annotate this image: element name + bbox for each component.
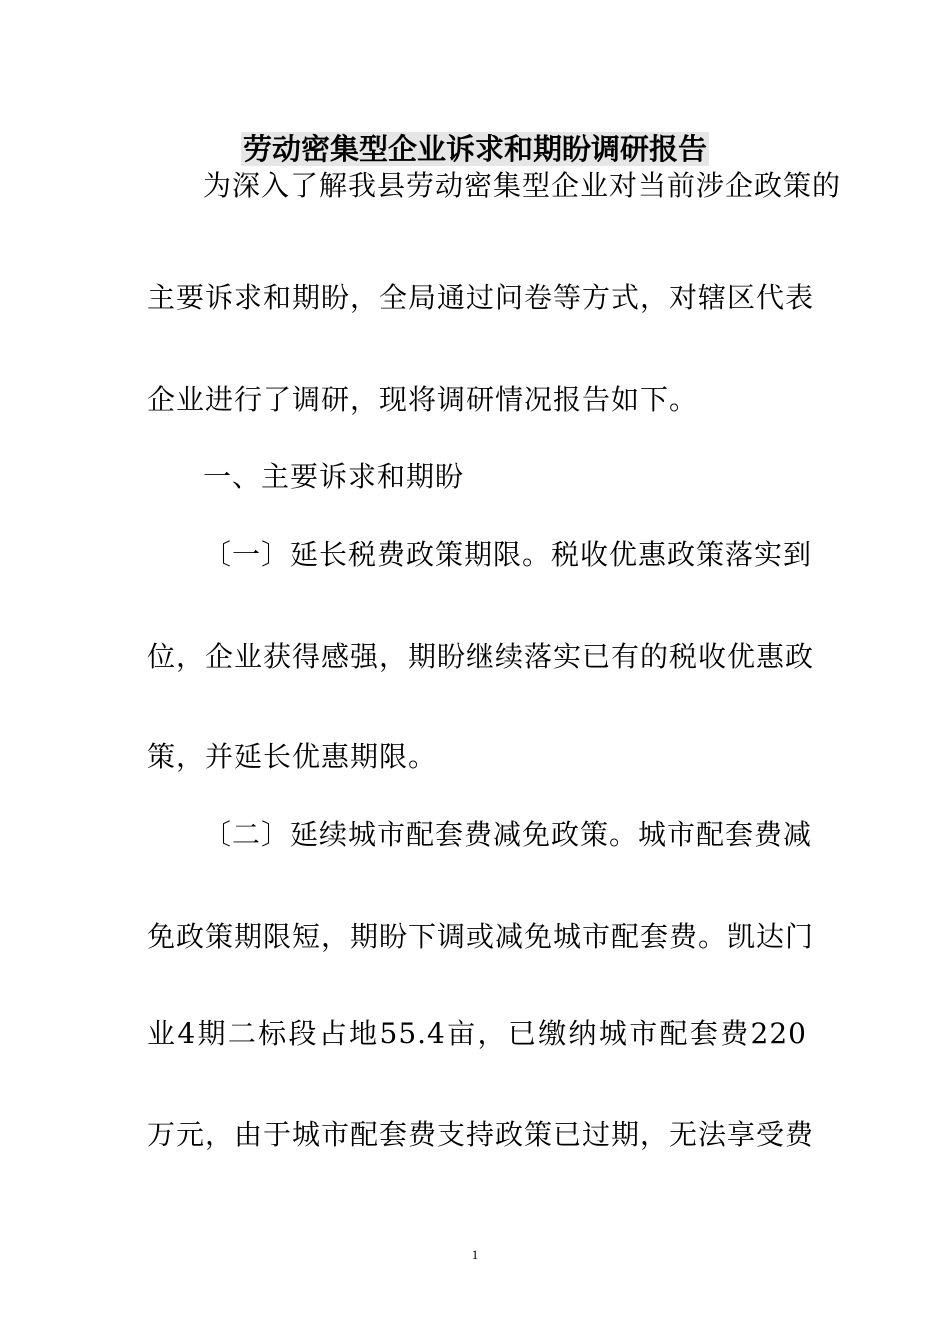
section-heading-1: 一、主要诉求和期盼 (203, 460, 465, 493)
document-title (0, 127, 950, 171)
body-line-6: 策，并延长优惠期限。 (147, 740, 438, 773)
body-line-5: 位，企业获得感强，期盼继续落实已有的税收优惠政 (147, 640, 815, 673)
body-line-7: 〔二〕延续城市配套费减免政策。城市配套费减 (203, 818, 813, 851)
body-line-8: 免政策期限短，期盼下调或减免城市配套费。凯达门 (147, 920, 815, 953)
body-line-10: 万元，由于城市配套费支持政策已过期，无法享受费 (147, 1118, 815, 1151)
page-number: 1 (471, 1247, 479, 1262)
document-title-text: 劳动密集型企业诉求和期盼调研报告 (242, 132, 707, 166)
body-line-3: 企业进行了调研，现将调研情况报告如下。 (147, 383, 699, 416)
body-line-9: 业4期二标段占地55.4亩，已缴纳城市配套费220 (147, 1017, 807, 1050)
body-line-1: 为深入了解我县劳动密集型企业对当前涉企政策的 (203, 169, 842, 202)
body-line-2: 主要诉求和期盼，全局通过问卷等方式，对辖区代表 (147, 281, 815, 314)
body-line-4: 〔一〕延长税费政策期限。税收优惠政策落实到 (203, 538, 813, 571)
